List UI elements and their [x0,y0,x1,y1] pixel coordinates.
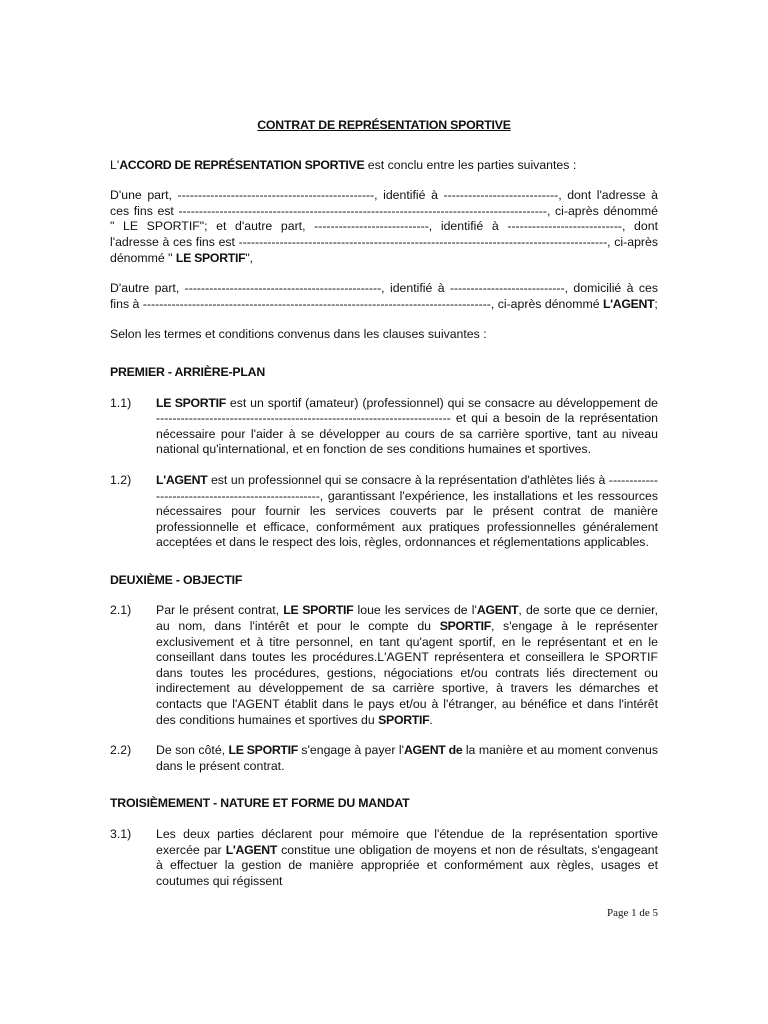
clause-1-2 [110,473,658,551]
clause-number: 1.1) [110,395,132,410]
clause-text: LE SPORTIF est un sportif (amateur) (professionnel) qui se consacre au développement de ------------------------------------------------------------------------ et qui a besoin de la représentation nécessaire pour l'aider à se développer au cours de sa carrière sportive, tant au niveau national qu'international, et en fonction de ses conditions humaines et sportives. [156,395,659,457]
party-two-paragraph: D'autre part, ------------------------------------------------, identifié à ----------------------------, domicilié à ces fins à -------------------------------------------------------------------------------------, ci-après dénommé L'AGENT; [110,281,658,311]
clause-1-1 [110,396,658,458]
clause-2-2 [110,743,658,774]
clause-text: De son côté, LE SPORTIF s'engage à payer l'AGENT de la manière et au moment convenus dans le présent contrat. [156,743,659,773]
clause-number: 2.1) [110,603,132,618]
party-one-paragraph: D'une part, ------------------------------------------------, identifié à ----------------------------, dont l'adresse à ces fins est ------------------------------------------------------------------------------------------, ci-après dénommé " LE SPORTIF"; et d'autre part, ----------------------------, identifié à ----------------------------, dont l'adresse à ces fins est ------------------------------------------------------------------------------------------, ci-après dénommé " LE SPORTIF", [110,188,658,265]
clause-2-1 [110,603,658,728]
section-heading-2: DEUXIÈME - OBJECTIF [110,572,243,587]
page-number: Page 1 de 5 [606,907,658,919]
clause-text: Par le présent contrat, LE SPORTIF loue les services de l'AGENT, de sorte que ce dernier, au nom, dans l'intérêt et pour le compte du SPORTIF, s'engage à le représenter exclusivement et à titre personnel, en tant qu'agent sportif, en le représentant et en le conseillant dans toutes les procédures.L'AGENT représentera et conseillera le SPORTIF dans toutes les procédures, gestions, négociations et/ou contrats liés directement ou indirectement au développement de sa carrière sportive, à travers les démarches et contacts que l'AGENT établit dans le pays et/ou à l'étranger, au bénéfice et dans l'intérêt des conditions humaines et sportives du SPORTIF. [156,603,658,727]
document-title: CONTRAT DE REPRÉSENTATION SPORTIVE [257,118,511,132]
clause-number: 3.1) [110,827,132,841]
clause-number: 1.2) [110,472,132,487]
clause-text: Les deux parties déclarent pour mémoire que l'étendue de la représentation sportive exercée par L'AGENT constitue une obligation de moyens et non de résultats, s'engageant à effectuer la gestion de manière appropriée et conformément aux règles, usages et coutumes qui régissent [156,827,659,888]
clause-3-1 [110,827,658,889]
section-heading-1: PREMIER - ARRIÈRE-PLAN [110,364,266,379]
section-heading-3: TROISIÈMEMENT - NATURE ET FORME DU MANDAT [110,796,410,811]
clause-text: L'AGENT est un professionnel qui se consacre à la représentation d'athlètes liés à ----------------------------------------------------, garantissant l'expérience, les installations et les ressources nécessaires pour fournir les services couverts par le présent contrat de manière professionnelle et efficace, conformément aux pratiques professionnelles généralement acceptées et dans le respect des lois, règles, ordonnances et réglementations applicables. [156,472,658,550]
intro-paragraph: L'ACCORD DE REPRÉSENTATION SPORTIVE est conclu entre les parties suivantes : [110,157,577,172]
terms-paragraph: Selon les termes et conditions convenus dans les clauses suivantes : [110,327,487,342]
clause-number: 2.2) [110,743,132,758]
